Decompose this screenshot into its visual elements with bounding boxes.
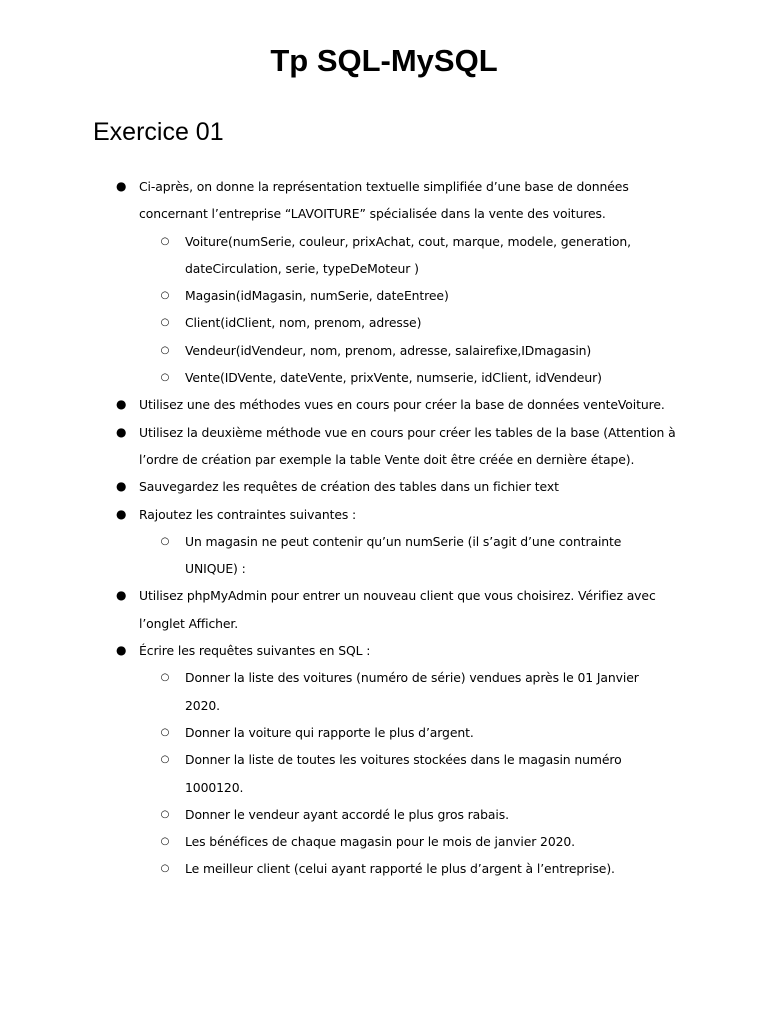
bullet-icon: ● xyxy=(116,179,127,193)
sub-list-item xyxy=(0,664,768,719)
list-item-text: Utilisez phpMyAdmin pour entrer un nouveau client que vous choisirez. Vérifiez avec l’onglet Afficher. xyxy=(139,588,656,631)
hollow-bullet-icon: ○ xyxy=(160,290,170,302)
sub-list-item xyxy=(0,528,768,583)
hollow-bullet-icon: ○ xyxy=(160,235,170,247)
list-item-text: Le meilleur client (celui ayant rapporté le plus d’argent à l’entreprise). xyxy=(185,861,615,877)
sub-list-item xyxy=(0,855,768,882)
list-item-text: Un magasin ne peut contenir qu’un numSerie (il s’agit d’une contrainte UNIQUE) : xyxy=(185,533,622,577)
list-item xyxy=(0,637,768,664)
hollow-bullet-icon: ○ xyxy=(160,317,170,329)
list-item-text: Voiture(numSerie, couleur, prixAchat, cout, marque, modele, generation, dateCirculation, serie, typeDeMoteur ) xyxy=(185,233,631,276)
bullet-icon: ● xyxy=(116,643,127,658)
hollow-bullet-icon: ○ xyxy=(160,754,170,766)
hollow-bullet-icon: ○ xyxy=(160,836,170,848)
hollow-bullet-icon: ○ xyxy=(160,863,170,875)
list-item xyxy=(0,582,768,637)
hollow-bullet-icon: ○ xyxy=(160,535,170,547)
list-item-text: Donner la voiture qui rapporte le plus d’argent. xyxy=(185,724,474,740)
list-item-text: Utilisez la deuxième méthode vue en cours pour créer les tables de la base (Attention à l’ordre de création par exemple la table Vente doit être créée en dernière étape). xyxy=(139,424,676,467)
list-item-text: Sauvegardez les requêtes de création des tables dans un fichier text xyxy=(139,479,559,495)
bullet-icon: ● xyxy=(116,506,127,521)
list-item-text: Utilisez une des méthodes vues en cours pour créer la base de données venteVoiture. xyxy=(139,397,665,413)
sub-list-item xyxy=(0,337,768,364)
list-item-text: Vente(IDVente, dateVente, prixVente, numserie, idClient, idVendeur) xyxy=(185,370,602,386)
list-item xyxy=(0,173,768,228)
hollow-bullet-icon: ○ xyxy=(160,672,170,684)
list-item-text: Donner la liste de toutes les voitures stockées dans le magasin numéro 1000120. xyxy=(185,752,622,795)
hollow-bullet-icon: ○ xyxy=(160,372,170,384)
sub-list-item xyxy=(0,282,768,309)
sub-list-item xyxy=(0,746,768,801)
list-item-text: Magasin(idMagasin, numSerie, dateEntree) xyxy=(185,288,449,304)
sub-list-item xyxy=(0,364,768,391)
list-item-text: Client(idClient, nom, prenom, adresse) xyxy=(185,315,422,331)
sub-list-item xyxy=(0,828,768,855)
list-item-text: Ci-après, on donne la représentation textuelle simplifiée d’une base de données concernant l’entreprise “LAVOITURE” spécialisée dans la vente des voitures. xyxy=(139,179,629,222)
list-item-text: Écrire les requêtes suivantes en SQL : xyxy=(139,643,371,659)
list-item-text: Vendeur(idVendeur, nom, prenom, adresse, salairefixe,IDmagasin) xyxy=(185,342,592,358)
sub-list-item xyxy=(0,228,768,283)
list-item xyxy=(0,501,768,528)
list-item xyxy=(0,473,768,500)
list-item-text: Donner le vendeur ayant accordé le plus gros rabais. xyxy=(185,806,509,822)
bullet-icon: ● xyxy=(116,588,127,603)
bullet-icon: ● xyxy=(116,397,127,412)
exercise-heading: Exercice 01 xyxy=(93,118,224,146)
bullet-icon: ● xyxy=(116,424,127,439)
hollow-bullet-icon: ○ xyxy=(160,344,170,356)
bullet-icon: ● xyxy=(116,479,127,494)
sub-list-item xyxy=(0,801,768,828)
exercise-list xyxy=(0,173,768,883)
list-item-text: Donner la liste des voitures (numéro de série) vendues après le 01 Janvier 2020. xyxy=(185,670,639,713)
document-title: Tp SQL-MySQL xyxy=(270,43,498,78)
list-item-text: Rajoutez les contraintes suivantes : xyxy=(139,506,357,522)
list-item-text: Les bénéfices de chaque magasin pour le mois de janvier 2020. xyxy=(185,834,576,850)
hollow-bullet-icon: ○ xyxy=(160,808,170,820)
hollow-bullet-icon: ○ xyxy=(160,726,170,738)
sub-list-item xyxy=(0,719,768,746)
list-item xyxy=(0,391,768,418)
list-item xyxy=(0,419,768,474)
sub-list-item xyxy=(0,309,768,336)
